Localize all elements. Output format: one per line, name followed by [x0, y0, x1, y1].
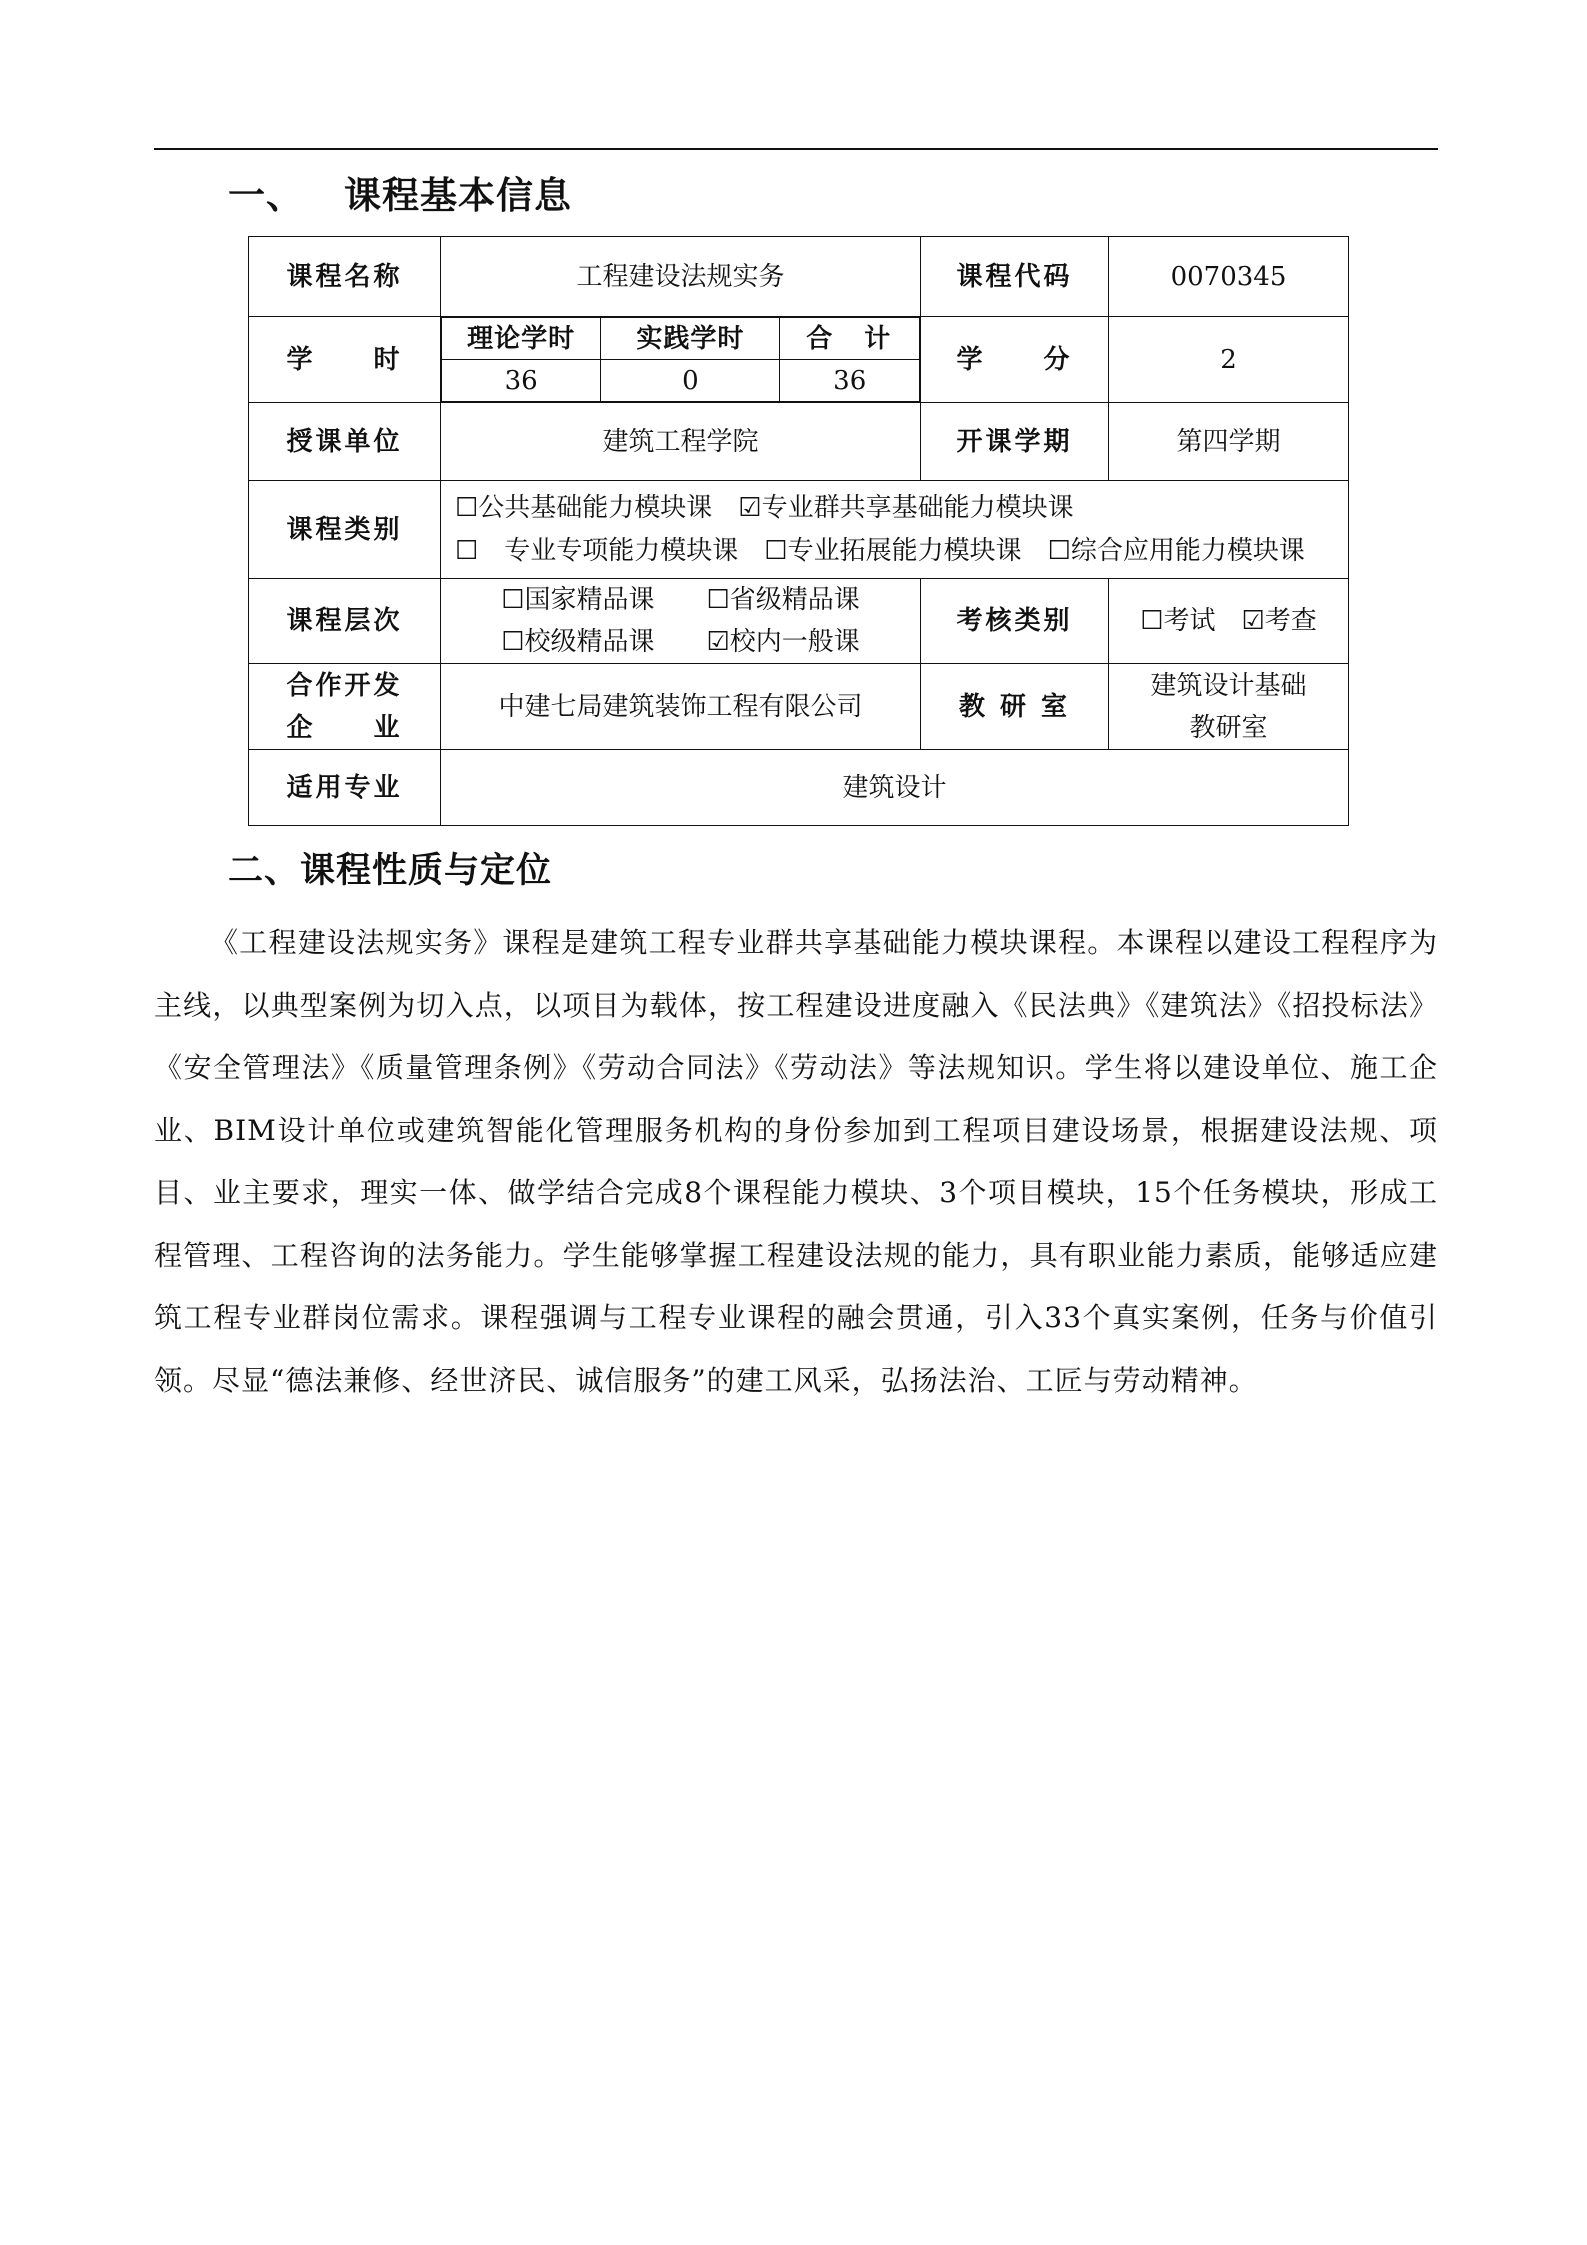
semester-label: 开课学期: [921, 403, 1109, 481]
partner-company: 中建七局建筑装饰工程有限公司: [441, 664, 921, 750]
major-label: 适用专业: [249, 750, 441, 826]
office-line-1: 建筑设计基础: [1150, 670, 1307, 701]
category-label: 课程类别: [249, 481, 441, 579]
hours-cell: [441, 317, 921, 403]
table-row: [249, 237, 1349, 317]
level-line-2: ☐校级精品课 ☑校内一般课: [501, 627, 860, 657]
semester: 第四学期: [1109, 403, 1349, 481]
header-rule: [154, 148, 1438, 150]
partner-label: [249, 664, 441, 750]
level-options: [441, 579, 921, 664]
table-row: [249, 579, 1349, 664]
section-2-heading: 二、课程性质与定位: [228, 851, 553, 891]
level-line-1: ☐国家精品课 ☐省级精品课: [501, 585, 860, 615]
practice-hours: 0: [601, 360, 780, 402]
course-code-label: 课程代码: [921, 237, 1109, 317]
table-row: [249, 317, 1349, 403]
credit-label: 学 分: [921, 317, 1109, 403]
credit: 2: [1109, 317, 1349, 403]
practice-hours-label: 实践学时: [601, 318, 780, 360]
assessment-label: 考核类别: [921, 579, 1109, 664]
course-description: [154, 912, 1438, 1412]
total-hours-label: 合 计: [780, 318, 920, 360]
partner-label-2: 企 业: [286, 712, 403, 743]
category-line-1: ☐公共基础能力模块课 ☑专业群共享基础能力模块课: [455, 492, 1074, 523]
category-options: [441, 481, 1349, 579]
section-1-number: 一、: [228, 174, 304, 217]
table-row: [249, 750, 1349, 826]
hours-label: 学 时: [249, 317, 441, 403]
table-row: [249, 403, 1349, 481]
office-line-2: 教研室: [1189, 712, 1268, 743]
course-code: 0070345: [1109, 237, 1349, 317]
section-1-title: 课程基本信息: [344, 174, 572, 217]
office-label: 教 研 室: [921, 664, 1109, 750]
section-1-heading: [228, 165, 572, 219]
course-info-table: [248, 236, 1349, 826]
office: [1109, 664, 1349, 750]
table-row: [249, 481, 1349, 579]
applicable-major: 建筑设计: [441, 750, 1349, 826]
course-name-label: 课程名称: [249, 237, 441, 317]
hours-subtable: [441, 317, 920, 402]
teaching-unit: 建筑工程学院: [441, 403, 921, 481]
category-line-2: ☐ 专业专项能力模块课 ☐专业拓展能力模块课 ☐综合应用能力模块课: [455, 535, 1305, 566]
assessment-options: ☐考试 ☑考查: [1109, 579, 1349, 664]
unit-label: 授课单位: [249, 403, 441, 481]
theory-hours: 36: [442, 360, 601, 402]
course-name: 工程建设法规实务: [441, 237, 921, 317]
table-row: [249, 664, 1349, 750]
course-description-text: 《工程建设法规实务》课程是建筑工程专业群共享基础能力模块课程。本课程以建设工程程序为主线，以典型案例为切入点，以项目为载体，按工程建设进度融入《民法典》《建筑法》《招投标法》《安全管理法》《质量管理条例》《劳动合同法》《劳动法》等法规知识。学生将以建设单位、施工企业、BIM设计单位或建筑智能化管理服务机构的身份参加到工程项目建设场景，根据建设法规、项目、业主要求，理实一体、做学结合完成8个课程能力模块、3个项目模块，15个任务模块，形成工程管理、工程咨询的法务能力。学生能够掌握工程建设法规的能力，具有职业能力素质，能够适应建筑工程专业群岗位需求。课程强调与工程专业课程的融会贯通，引入33个真实案例，任务与价值引领。尽显“德法兼修、经世济民、诚信服务”的建工风采，弘扬法治、工匠与劳动精神。: [154, 926, 1438, 1397]
total-hours: 36: [780, 360, 920, 402]
theory-hours-label: 理论学时: [442, 318, 601, 360]
level-label: 课程层次: [249, 579, 441, 664]
partner-label-1: 合作开发: [286, 670, 403, 701]
